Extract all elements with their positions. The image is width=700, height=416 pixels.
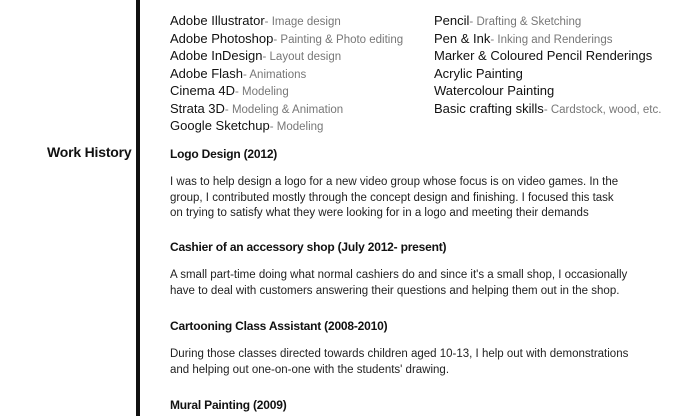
skill-description: - Inking and Renderings: [490, 33, 613, 46]
skill-name: Adobe Illustrator: [170, 13, 265, 28]
skill-name: Adobe Flash: [170, 65, 243, 81]
skill-item: [170, 66, 403, 84]
job-entry: [170, 240, 690, 299]
skill-item: [170, 31, 403, 49]
skill-name: Strata 3D: [170, 100, 225, 116]
skill-item: [434, 66, 661, 84]
skill-item: [434, 101, 661, 119]
skill-item: [434, 83, 661, 101]
skill-item: [170, 13, 403, 31]
job-entry: [170, 319, 690, 378]
skill-item: [434, 31, 661, 49]
job-title: Logo Design (2012): [170, 147, 278, 161]
skill-description: - Painting & Photo editing: [273, 33, 404, 46]
vertical-divider: [136, 0, 140, 416]
skill-description: - Cardstock, wood, etc.: [543, 103, 662, 116]
skill-name: Marker & Coloured Pencil Renderings: [434, 48, 653, 63]
skill-name: Cinema 4D: [170, 83, 236, 98]
skill-name: Acrylic Painting: [434, 65, 523, 81]
skill-description: - Drafting & Sketching: [469, 16, 582, 28]
job-description: I was to help design a logo for a new video group whose focus is on video games. In the group, I contributed mostly through the concept design and finishing. I focused this task on trying to satisfy what they were looking for in a logo and meeting their demands: [170, 176, 619, 219]
skill-description: - Modeling & Animation: [224, 103, 344, 116]
skill-description: - Image design: [264, 16, 341, 28]
skill-name: Google Sketchup: [170, 118, 270, 133]
skill-name: Pen & Ink: [434, 30, 491, 46]
job-title: Cartooning Class Assistant (2008-2010): [170, 319, 388, 333]
job-description: During those classes directed towards children aged 10-13, I help out with demonstrations and helping out one-on-one with the students' drawing.: [170, 348, 629, 376]
work-history-heading: Work History: [47, 144, 132, 160]
job-entry: [170, 147, 690, 222]
skill-item: [170, 101, 403, 119]
skill-name: Watercolour Painting: [434, 83, 555, 98]
skill-description: - Layout design: [262, 51, 342, 63]
skill-item: [170, 118, 403, 136]
art-skills-list: [434, 13, 661, 118]
skill-name: Adobe InDesign: [170, 48, 263, 63]
skill-description: - Modeling: [235, 86, 289, 98]
job-description: A small part-time doing what normal cashiers do and since it's a small shop, I occasionally have to deal with customers answering their questions and helping them out in the shop.: [170, 269, 628, 297]
software-skills-list: [170, 13, 403, 136]
job-entry: [170, 398, 690, 412]
skill-item: [170, 48, 403, 66]
skill-name: Basic crafting skills: [434, 100, 544, 116]
skill-name: Pencil: [434, 13, 470, 28]
skill-item: [434, 48, 661, 66]
skill-name: Adobe Photoshop: [170, 30, 274, 46]
skill-description: - Modeling: [269, 121, 324, 133]
skill-item: [170, 83, 403, 101]
job-title: Cashier of an accessory shop (July 2012- present): [170, 240, 447, 254]
job-title: Mural Painting (2009): [170, 398, 287, 412]
skill-item: [434, 13, 661, 31]
skill-description: - Animations: [243, 68, 307, 81]
